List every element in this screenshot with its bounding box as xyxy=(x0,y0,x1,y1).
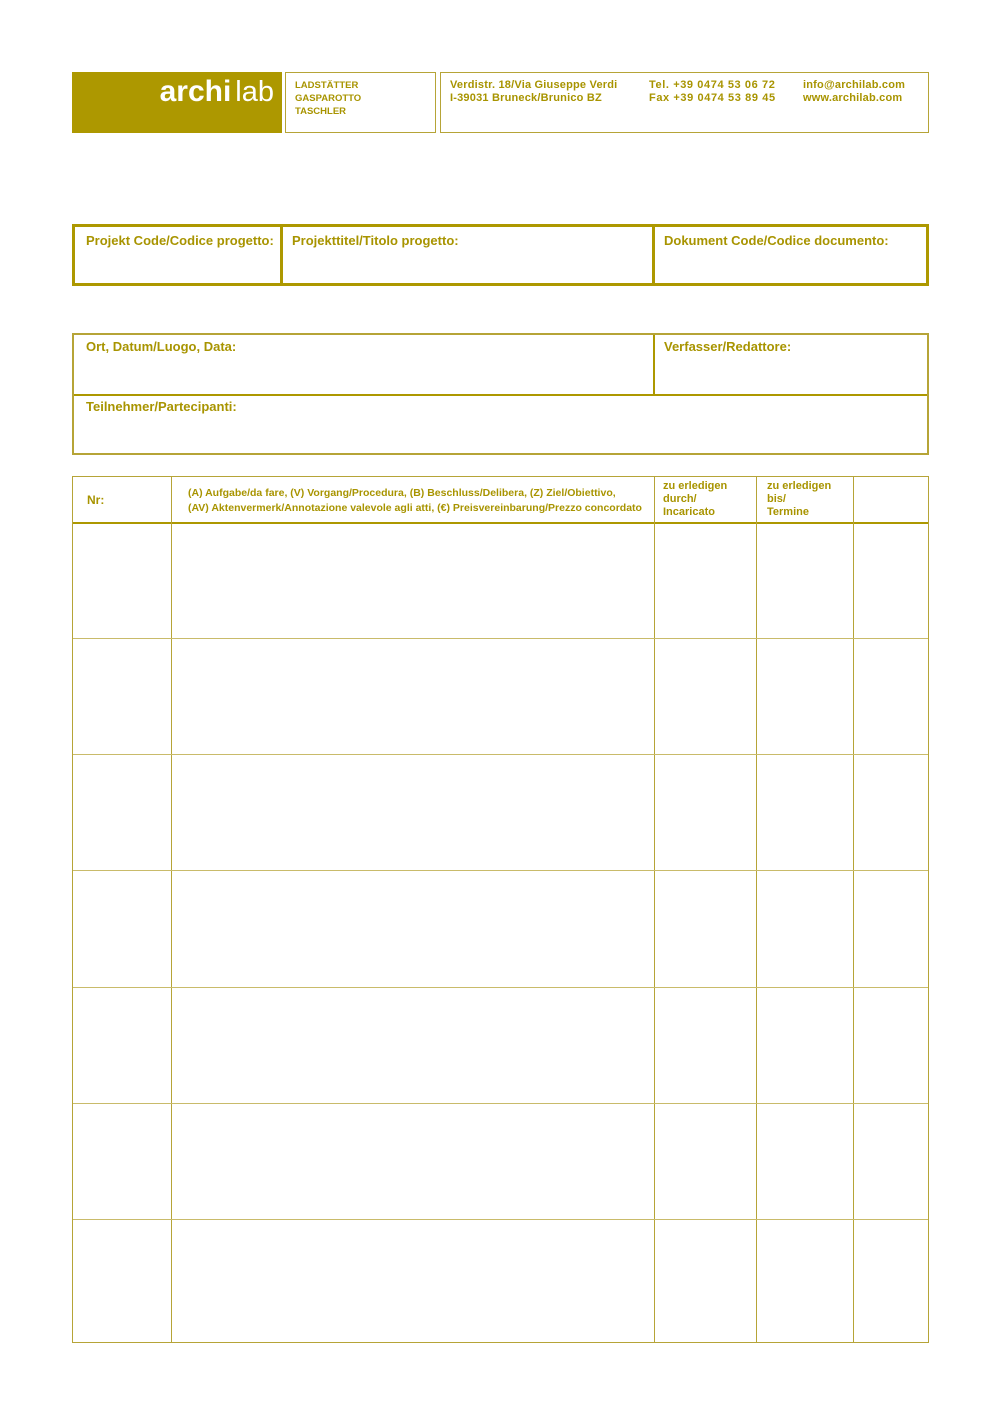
partners-box xyxy=(285,72,436,133)
column-divider xyxy=(171,477,172,1342)
table-row-divider xyxy=(73,987,928,988)
email-address: info@archilab.com xyxy=(803,79,906,91)
partner-name: LADSTÄTTER xyxy=(295,80,359,91)
column-header-until: bis/ xyxy=(767,493,786,505)
table-header-divider xyxy=(73,522,928,524)
column-divider xyxy=(853,477,854,1342)
place-date-label: Ort, Datum/Luogo, Data: xyxy=(86,339,237,354)
contact-box xyxy=(440,72,929,133)
project-code-label: Projekt Code/Codice progetto: xyxy=(86,233,274,248)
task-table xyxy=(72,476,929,1343)
website-address: www.archilab.com xyxy=(803,92,903,104)
phone-number: Tel. +39 0474 53 06 72 xyxy=(649,79,776,91)
divider xyxy=(652,227,655,283)
document-code-label: Dokument Code/Codice documento: xyxy=(664,233,889,248)
participants-label: Teilnehmer/Partecipanti: xyxy=(86,399,237,414)
author-label: Verfasser/Redattore: xyxy=(664,339,792,354)
project-info-box xyxy=(72,224,929,286)
meeting-meta-box xyxy=(72,333,929,455)
table-row-divider xyxy=(73,638,928,639)
partner-name: GASPAROTTO xyxy=(295,93,362,104)
address-line: I-39031 Bruneck/Brunico BZ xyxy=(450,92,602,104)
column-header-until: zu erledigen xyxy=(767,480,832,492)
column-header-until: Termine xyxy=(767,506,809,518)
divider xyxy=(653,335,655,394)
logo-text-archi: archi xyxy=(159,75,232,108)
table-row-divider xyxy=(73,1103,928,1104)
column-header-nr: Nr: xyxy=(87,493,105,507)
logo-text-lab: lab xyxy=(235,76,274,108)
fax-number: Fax +39 0474 53 89 45 xyxy=(649,92,776,104)
divider xyxy=(280,227,283,283)
column-divider xyxy=(756,477,757,1342)
partner-name: TASCHLER xyxy=(295,106,347,117)
table-row-divider xyxy=(73,1219,928,1220)
table-row-divider xyxy=(73,754,928,755)
column-header-description: (A) Aufgabe/da fare, (V) Vorgang/Procedura, (B) Beschluss/Delibera, (Z) Ziel/Obiettivo, xyxy=(188,487,616,499)
company-logo xyxy=(72,72,282,133)
logo-wordmark xyxy=(160,74,274,110)
table-row-divider xyxy=(73,870,928,871)
project-title-label: Projekttitel/Titolo progetto: xyxy=(292,233,459,248)
column-header-description: (AV) Aktenvermerk/Annotazione valevole agli atti, (€) Preisvereinbarung/Prezzo concordato xyxy=(188,502,642,514)
column-header-by-whom: durch/ xyxy=(663,493,697,505)
column-header-by-whom: zu erledigen xyxy=(663,480,728,492)
column-divider xyxy=(654,477,655,1342)
column-header-by-whom: Incaricato xyxy=(663,506,715,518)
address-line: Verdistr. 18/Via Giuseppe Verdi xyxy=(450,79,618,91)
divider xyxy=(74,394,927,396)
